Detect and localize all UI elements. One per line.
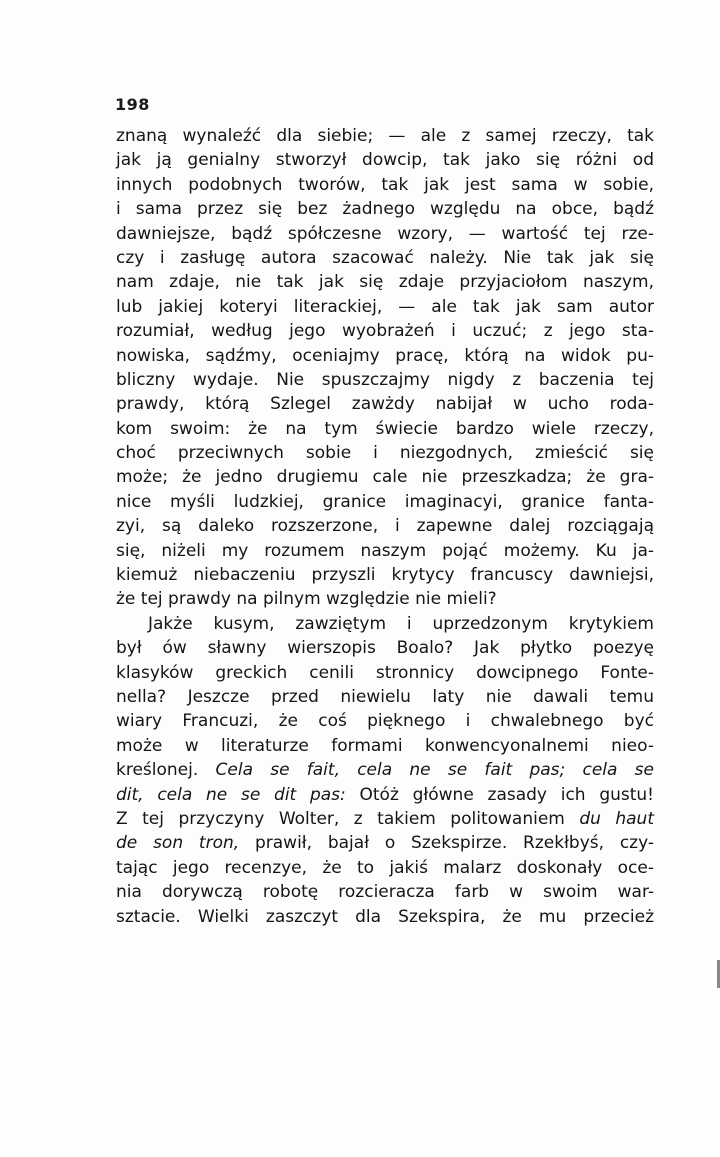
italic-quote: de son tron,: [116, 833, 240, 854]
text-line: sztacie. Wielki zaszczyt dla Szekspira, że mu przecież: [116, 906, 654, 927]
text-line: prawdy, którą Szlegel zawżdy nabijał w ucho roda-: [116, 394, 654, 415]
text-line: Jakże kusym, zawziętym i uprzedzonym krytykiem: [148, 613, 654, 634]
text-line: bliczny wydaje. Nie spuszczajmy nigdy z baczenia tej: [116, 369, 654, 390]
text-line: choć przeciwnych sobie i niezgodnych, zmieścić się: [116, 443, 654, 464]
roman-text: prawił, bajał o Szekspirze. Rzekłbyś, czy-: [239, 833, 654, 854]
italic-quote: dit, cela ne se dit pas:: [116, 784, 346, 805]
text-line: był ów sławny wierszopis Boalo? Jak płytko poezyę: [116, 638, 654, 659]
roman-text: Z tej przyczyny Wolter, z takiem politowaniem: [116, 808, 580, 829]
text-line: czy i zasługę autora szacować należy. Nie tak jak się: [116, 247, 654, 268]
text-line: [116, 807, 654, 831]
text-line: innych podobnych tworów, tak jak jest sama w sobie,: [116, 174, 654, 195]
text-line: tając jego recenzye, że to jakiś malarz doskonały oce-: [116, 857, 654, 878]
text-line: klasyków greckich cenili stronnicy dowcipnego Fonte-: [116, 662, 654, 683]
italic-quote: du haut: [579, 808, 654, 829]
text-line: kiemuż niebaczeniu przyszli krytycy francuscy dawniejsi,: [116, 565, 654, 586]
page-number: 198: [115, 95, 150, 114]
text-line: [116, 758, 654, 782]
text-line: rozumiał, według jego wyobrażeń i uczuć; z jego sta-: [116, 321, 654, 342]
text-line: wiary Francuzi, że coś pięknego i chwalebnego być: [116, 711, 654, 732]
text-line: dawniejsze, bądź spółczesne wzory, — wartość tej rze-: [116, 223, 654, 244]
text-line: nella? Jeszcze przed niewielu laty nie dawali temu: [116, 686, 654, 707]
text-line: może w literaturze formami konwencyonalnemi nieo-: [116, 735, 654, 756]
text-line: się, niżeli my rozumem naszym pojąć możemy. Ku ja-: [116, 540, 654, 561]
text-line: zyi, są daleko rozszerzone, i zapewne dalej rozciągają: [116, 516, 654, 537]
roman-text: kreślonej.: [116, 760, 216, 781]
text-line: nia dorywczą robotę rozcieracza farb w swoim war-: [116, 882, 654, 903]
text-line: nice myśli ludzkiej, granice imaginacyi, granice fanta-: [116, 491, 654, 512]
text-line: [116, 783, 654, 807]
text-line: i sama przez się bez żadnego względu na obce, bądź: [116, 199, 654, 220]
text-line: [116, 831, 654, 855]
italic-quote: Cela se fait, cela ne se fait pas; cela se: [215, 760, 654, 781]
text-line: kom swoim: że na tym świecie bardzo wiele rzeczy,: [116, 418, 654, 439]
text-line: nam zdaje, nie tak jak się zdaje przyjaciołom naszym,: [116, 272, 654, 293]
text-line: znaną wynaleźć dla siebie; — ale z samej rzeczy, tak: [116, 126, 654, 146]
text-line: lub jakiej koteryi literackiej, — ale tak jak sam autor: [116, 296, 654, 317]
text-line: jak ją genialny stworzył dowcip, tak jako się różni od: [116, 150, 654, 171]
text-line: że tej prawdy na pilnym względzie nie mieli?: [116, 589, 497, 610]
body-text: [116, 124, 654, 929]
text-line: nowiska, sądźmy, oceniajmy pracę, którą na widok pu-: [116, 345, 654, 366]
roman-text: Otóż główne zasady ich gustu!: [345, 784, 654, 805]
text-line: może; że jedno drugiemu cale nie przeszkadza; że gra-: [116, 467, 654, 488]
